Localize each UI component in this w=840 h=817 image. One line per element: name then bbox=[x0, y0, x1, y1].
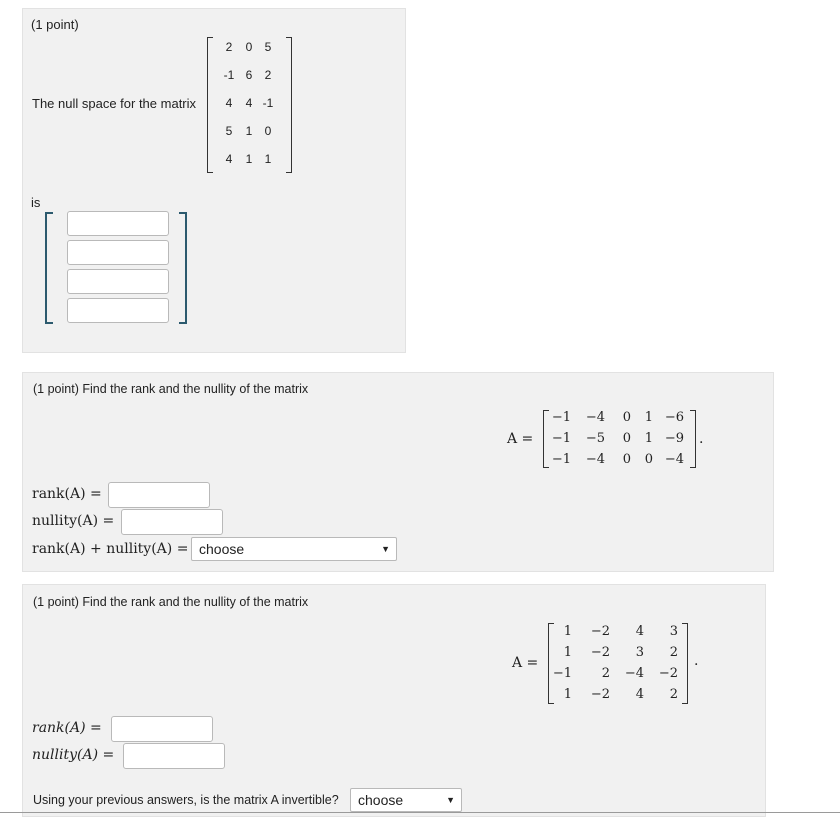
null-space-input-4[interactable] bbox=[67, 298, 169, 323]
matrix-cell: 0 bbox=[264, 124, 272, 138]
matrix-cell: 1 bbox=[245, 124, 253, 138]
matrix-cell: 4 bbox=[245, 96, 253, 110]
matrix-cell: 2 bbox=[669, 687, 678, 702]
matrix-cell: 0 bbox=[622, 452, 631, 467]
null-space-input-1[interactable] bbox=[67, 211, 169, 236]
problem1-points: (1 point) bbox=[31, 17, 79, 32]
answer-left-bracket bbox=[45, 212, 53, 324]
matrix-cell: −9 bbox=[664, 431, 684, 446]
matrix-cell: 5 bbox=[264, 40, 272, 54]
matrix-left-bracket bbox=[207, 37, 213, 173]
nullity-input[interactable] bbox=[123, 743, 225, 769]
rank-input[interactable] bbox=[111, 716, 213, 742]
matrix-cell: −1 bbox=[551, 431, 571, 446]
matrix-cell: 0 bbox=[622, 410, 631, 425]
matrix-cell: 5 bbox=[225, 124, 233, 138]
matrix-cell: 2 bbox=[264, 68, 272, 82]
nullity-label: nullity(A) = bbox=[32, 747, 115, 763]
matrix-cell: −2 bbox=[590, 624, 610, 639]
matrix-cell: 4 bbox=[225, 152, 233, 166]
matrix-a-label: A = bbox=[512, 655, 539, 671]
matrix-cell: 3 bbox=[635, 645, 644, 660]
matrix-cell: −4 bbox=[664, 452, 684, 467]
null-space-input-2[interactable] bbox=[67, 240, 169, 265]
matrix-a-period: . bbox=[699, 431, 704, 447]
answer-right-bracket bbox=[179, 212, 187, 324]
is-label: is bbox=[31, 195, 41, 210]
matrix-cell: 1 bbox=[563, 645, 572, 660]
rank-input[interactable] bbox=[108, 482, 210, 508]
chevron-down-icon: ▼ bbox=[381, 544, 390, 554]
rank-plus-nullity-label: rank(A) + nullity(A) = bbox=[32, 541, 189, 557]
matrix-a-right-bracket bbox=[682, 623, 688, 704]
matrix-cell: 1 bbox=[264, 152, 272, 166]
matrix-cell: -1 bbox=[262, 96, 274, 110]
matrix-cell: 1 bbox=[644, 410, 653, 425]
matrix-cell: 0 bbox=[644, 452, 653, 467]
matrix-a-period: . bbox=[694, 653, 699, 669]
problem3-panel bbox=[22, 584, 766, 817]
select-value: choose bbox=[358, 792, 404, 808]
matrix-cell: 2 bbox=[225, 40, 233, 54]
invertible-question: Using your previous answers, is the matrix A invertible? bbox=[33, 793, 339, 807]
chevron-down-icon: ▼ bbox=[446, 795, 455, 805]
nullity-input[interactable] bbox=[121, 509, 223, 535]
matrix-cell: −1 bbox=[551, 452, 571, 467]
matrix-cell: −6 bbox=[664, 410, 684, 425]
matrix-cell: 2 bbox=[601, 666, 610, 681]
matrix-cell: −2 bbox=[590, 645, 610, 660]
rank-label: rank(A) = bbox=[32, 720, 102, 736]
rank-plus-nullity-select[interactable] bbox=[191, 537, 397, 561]
rank-label: rank(A) = bbox=[32, 486, 102, 502]
matrix-cell: 1 bbox=[245, 152, 253, 166]
matrix-a-right-bracket bbox=[690, 410, 696, 468]
matrix-cell: 1 bbox=[563, 687, 572, 702]
matrix-cell: −2 bbox=[590, 687, 610, 702]
matrix-cell: 1 bbox=[563, 624, 572, 639]
select-value: choose bbox=[199, 541, 245, 557]
problem2-header: (1 point) Find the rank and the nullity of the matrix bbox=[33, 382, 309, 396]
matrix-cell: -1 bbox=[223, 68, 235, 82]
invertible-select[interactable] bbox=[350, 788, 462, 812]
matrix-cell: 2 bbox=[669, 645, 678, 660]
matrix-right-bracket bbox=[286, 37, 292, 173]
matrix-cell: 6 bbox=[245, 68, 253, 82]
matrix-cell: 4 bbox=[635, 624, 644, 639]
matrix-cell: −4 bbox=[585, 452, 605, 467]
page-divider bbox=[0, 812, 840, 813]
matrix-cell: −4 bbox=[624, 666, 644, 681]
null-space-input-3[interactable] bbox=[67, 269, 169, 294]
matrix-cell: 1 bbox=[644, 431, 653, 446]
matrix-cell: 0 bbox=[622, 431, 631, 446]
matrix-cell: 0 bbox=[245, 40, 253, 54]
matrix-cell: 4 bbox=[635, 687, 644, 702]
matrix-cell: −4 bbox=[585, 410, 605, 425]
matrix-cell: −5 bbox=[585, 431, 605, 446]
matrix-cell: 3 bbox=[669, 624, 678, 639]
problem1-prompt: The null space for the matrix bbox=[32, 96, 197, 111]
matrix-cell: 4 bbox=[225, 96, 233, 110]
matrix-cell: −1 bbox=[552, 666, 572, 681]
nullity-label: nullity(A) = bbox=[32, 513, 115, 529]
matrix-cell: −1 bbox=[551, 410, 571, 425]
matrix-cell: −2 bbox=[658, 666, 678, 681]
problem3-header: (1 point) Find the rank and the nullity of the matrix bbox=[33, 595, 309, 609]
matrix-a-label: A = bbox=[507, 431, 534, 447]
